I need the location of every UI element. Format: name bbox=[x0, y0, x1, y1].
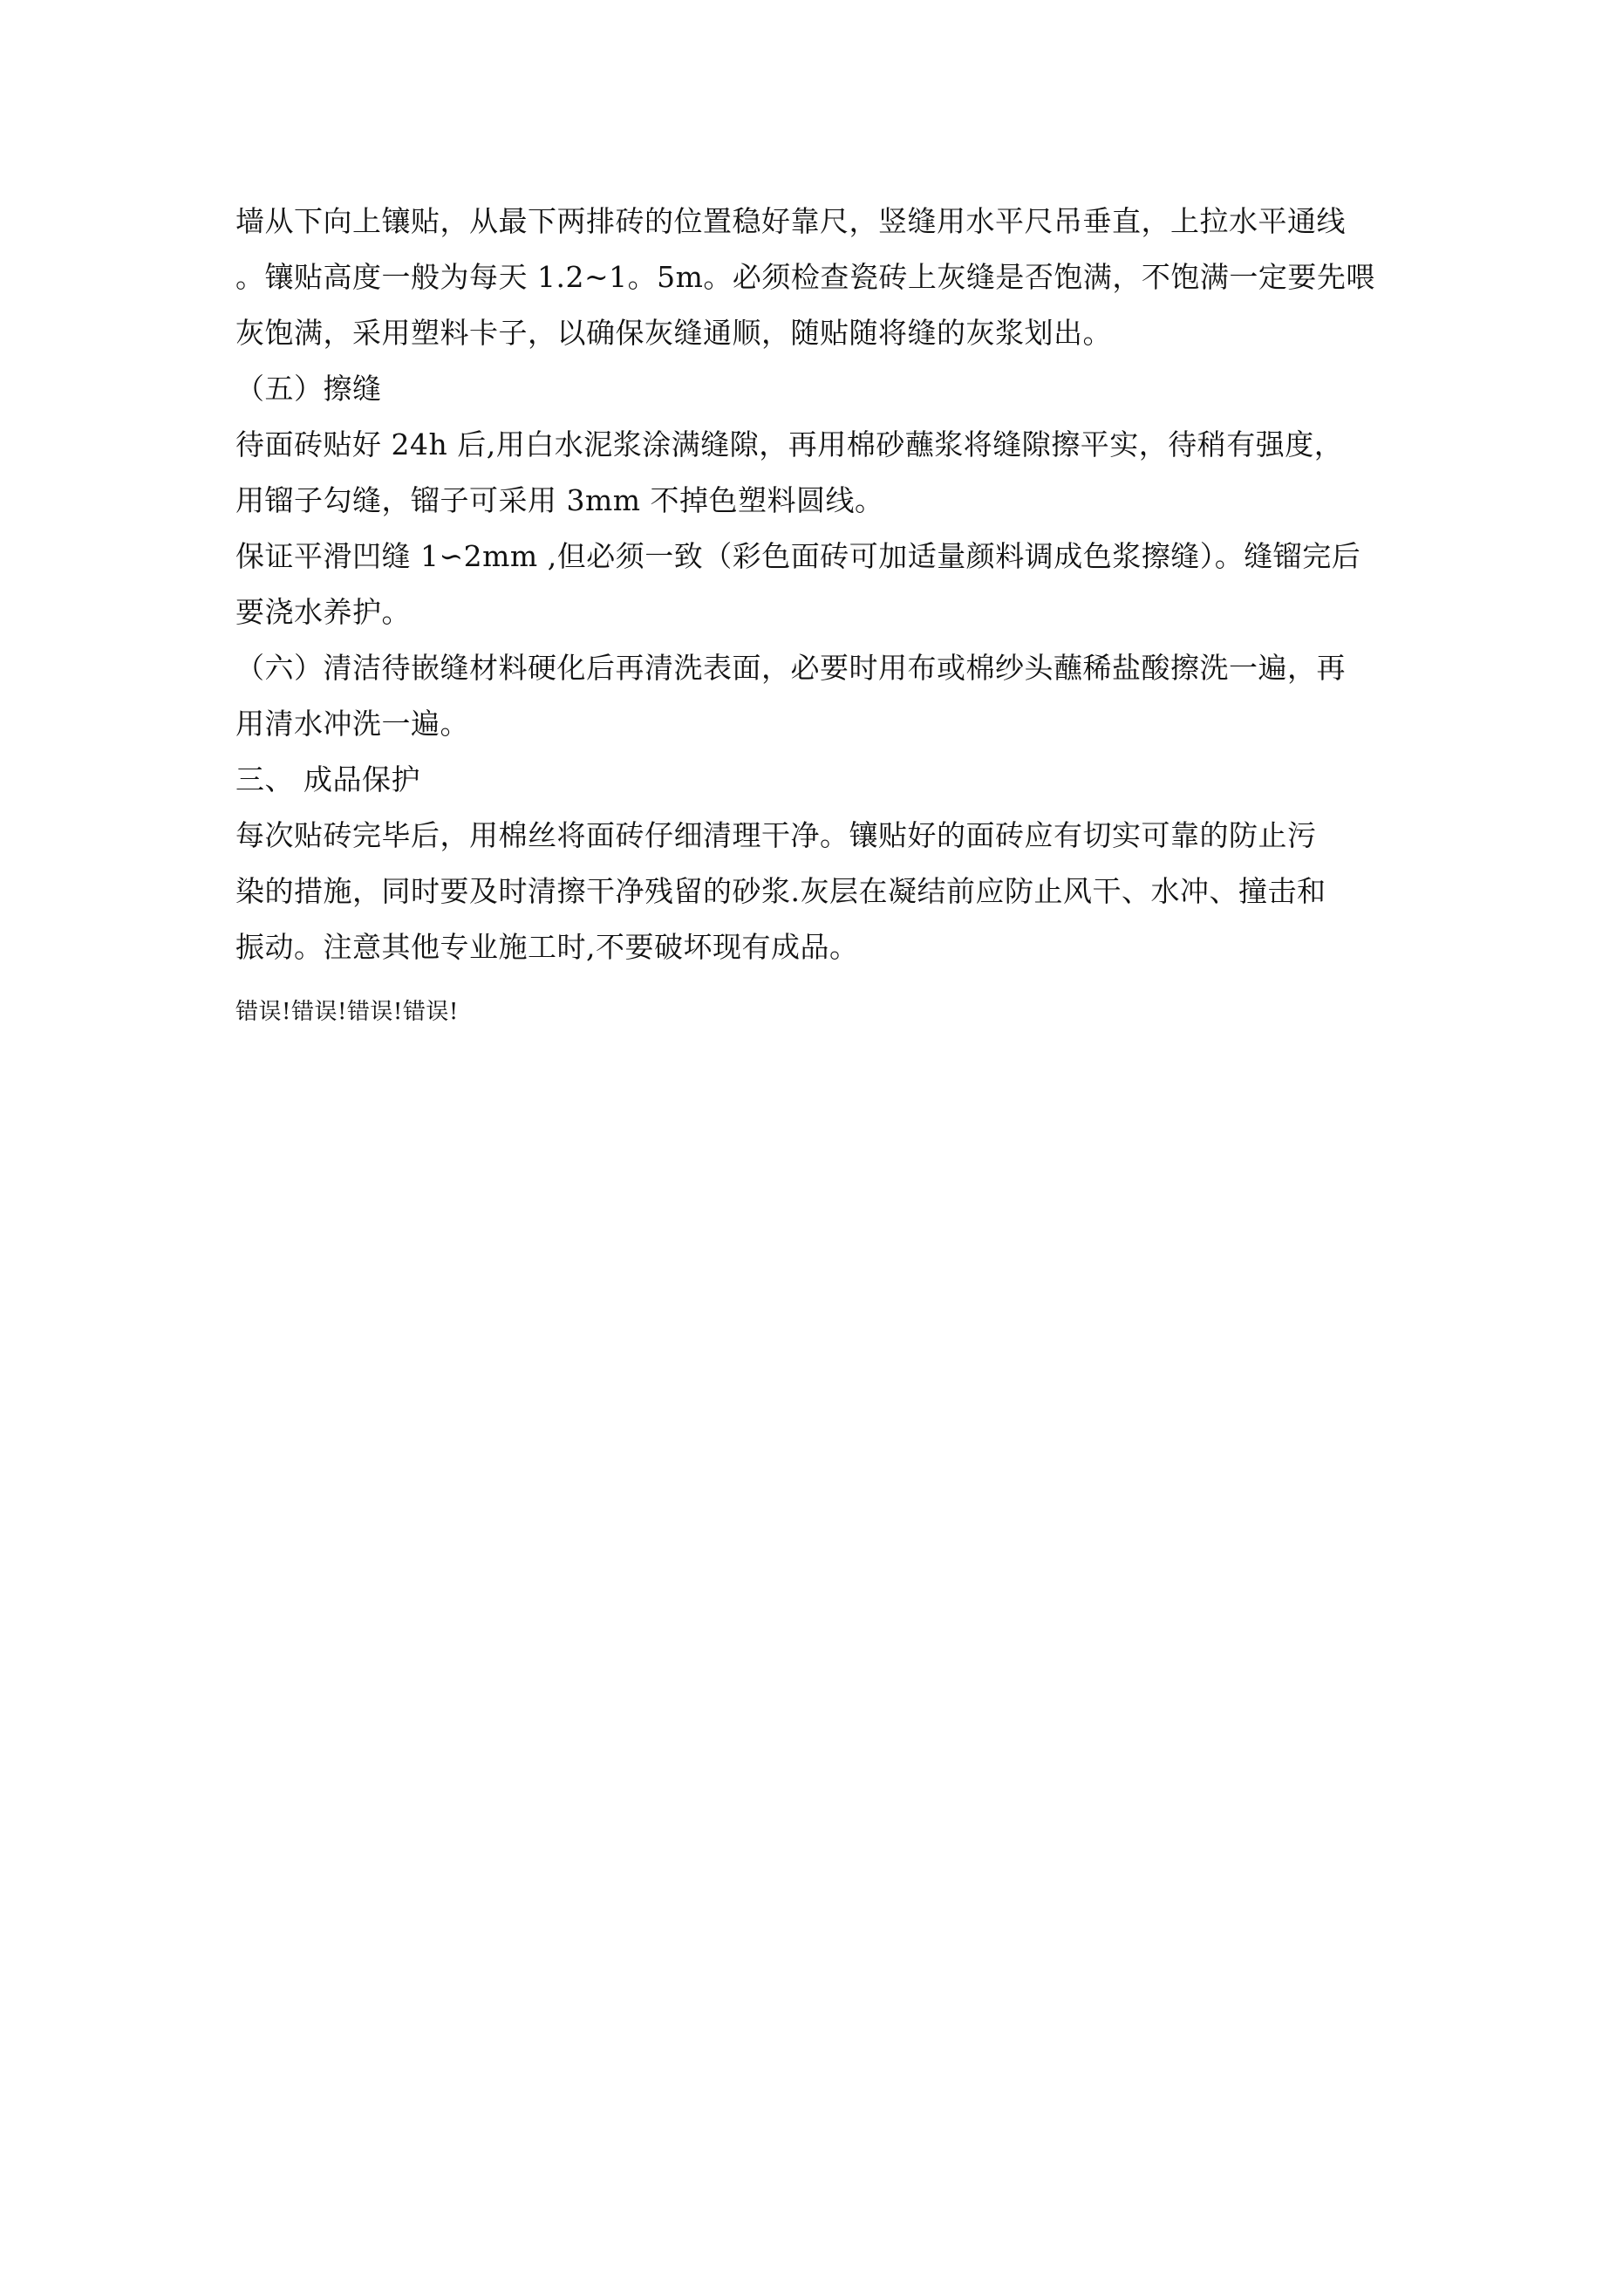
paragraph-line: 保证平滑凹缝 1∽2mm ,但必须一致（彩色面砖可加适量颜料调成色浆擦缝）。缝镏完后 bbox=[235, 539, 1361, 573]
paragraph-line: 振动。注意其他专业施工时,不要破坏现有成品。 bbox=[235, 930, 859, 964]
paragraph-line: 用镏子勾缝，镏子可采用 3mm 不掉色塑料圆线。 bbox=[235, 483, 884, 517]
paragraph-line: 。镶贴高度一般为每天 1.2~1。5m。必须检查瓷砖上灰缝是否饱满，不饱满一定要先喂 bbox=[235, 260, 1375, 294]
paragraph-line: 用清水冲洗一遍。 bbox=[235, 707, 469, 741]
paragraph-line: （六）清洁待嵌缝材料硬化后再清洗表面，必要时用布或棉纱头蘸稀盐酸擦洗一遍，再 bbox=[235, 651, 1346, 685]
document-body bbox=[235, 194, 1409, 1029]
paragraph-line: 墙从下向上镶贴，从最下两排砖的位置稳好靠尺，竖缝用水平尺吊垂直，上拉水平通线 bbox=[235, 204, 1346, 238]
paragraph-line: 灰饱满，采用塑料卡子，以确保灰缝通顺，随贴随将缝的灰浆划出。 bbox=[235, 316, 1112, 350]
paragraph-line: 每次贴砖完毕后，用棉丝将面砖仔细清理干净。镶贴好的面砖应有切实可靠的防止污 bbox=[235, 818, 1317, 852]
section-heading: 三、 成品保护 bbox=[235, 762, 420, 796]
error-text: 错误!错误!错误!错误! bbox=[235, 999, 459, 1025]
paragraph-line: 染的措施，同时要及时清擦干净残留的砂浆.灰层在凝结前应防止风干、水冲、撞击和 bbox=[235, 874, 1326, 908]
paragraph-line: 要浇水养护。 bbox=[235, 595, 411, 629]
section-heading: （五）擦缝 bbox=[235, 372, 382, 406]
paragraph-line: 待面砖贴好 24h 后,用白水泥浆涂满缝隙，再用棉砂蘸浆将缝隙擦平实，待稍有强度， bbox=[235, 427, 1344, 461]
